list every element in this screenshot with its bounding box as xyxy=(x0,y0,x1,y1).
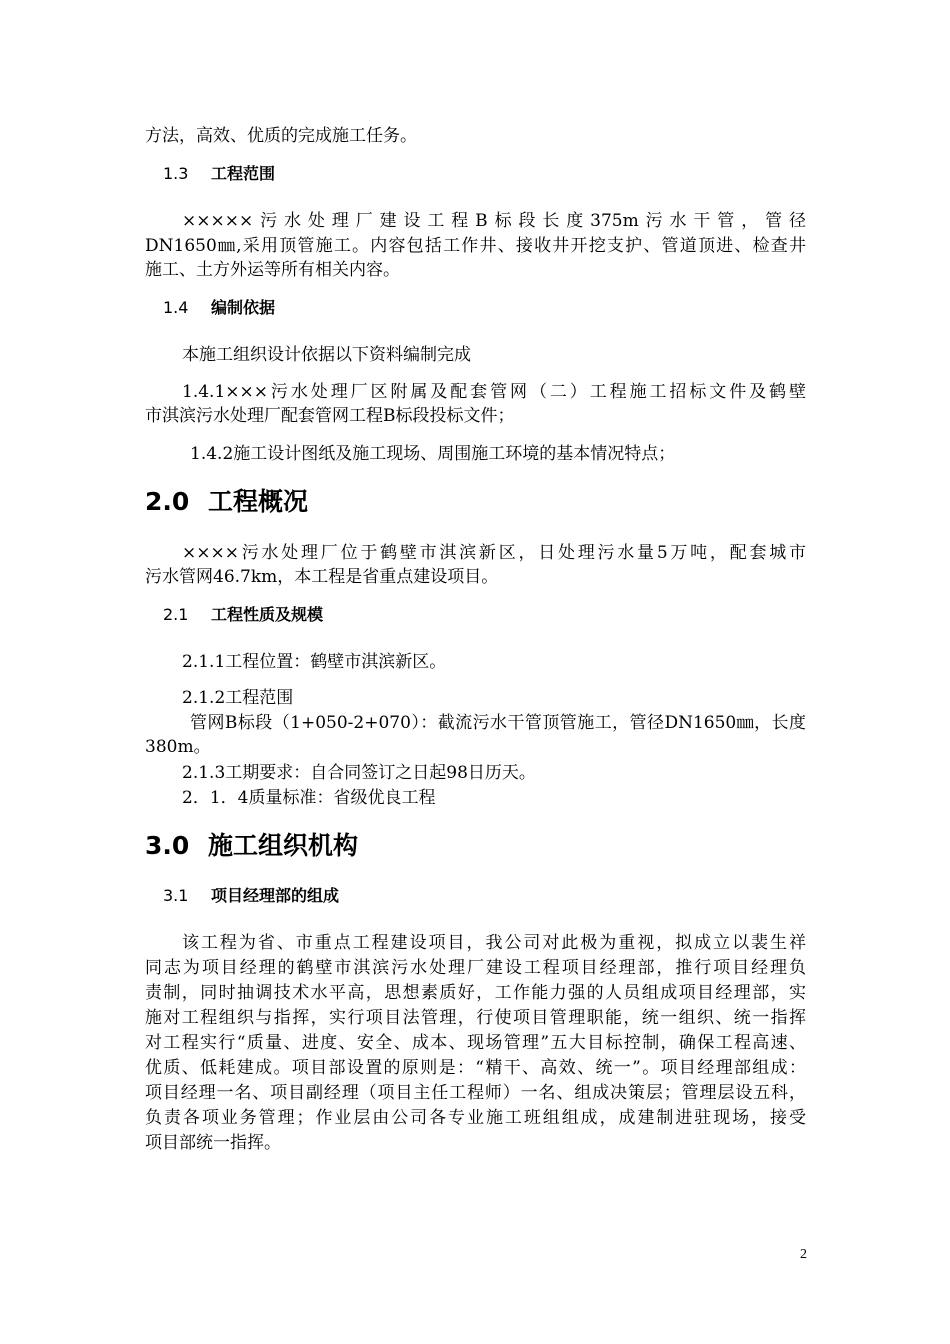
section-title: 工程范围 xyxy=(211,164,276,183)
paragraph-line: 施对工程组织与指挥，实行项目法管理，行使项目管理职能，统一组织、统一指挥 xyxy=(145,1008,806,1028)
paragraph-line: 污水管网46.7km，本工程是省重点建设项目。 xyxy=(145,567,499,587)
section-number: 3.1 xyxy=(163,886,189,905)
chapter-number: 2.0 xyxy=(145,487,190,516)
paragraph-line: 1.4.2施工设计图纸及施工现场、周围施工环境的基本情况特点； xyxy=(190,444,676,464)
paragraph-line: 本施工组织设计依据以下资料编制完成 xyxy=(182,345,471,365)
page-number: 2 xyxy=(800,1247,807,1262)
section-number: 2.1 xyxy=(163,605,189,624)
paragraph-line: 管网B标段（1+050-2+070）：截流污水干管顶管施工，管径DN1650㎜，长度 xyxy=(190,713,806,733)
paragraph-line: 380m。 xyxy=(145,737,211,757)
chapter-heading-3 xyxy=(145,830,358,862)
paragraph-line: 项目部统一指挥。 xyxy=(145,1133,281,1153)
paragraph-line: 同志为项目经理的鹤壁市淇滨污水处理厂建设工程项目经理部，推行项目经理负 xyxy=(145,958,806,978)
paragraph-line: ×××××污水处理厂建设工程B标段长度375m污水干管，管径 xyxy=(182,211,806,231)
paragraph-line: 市淇滨污水处理厂配套管网工程B标段投标文件； xyxy=(145,406,515,426)
section-heading-1-4 xyxy=(163,296,275,320)
paragraph-line: DN1650㎜,采用顶管施工。内容包括工作井、接收井开挖支护、管道顶进、检查井 xyxy=(145,236,806,256)
paragraph-line: 1.4.1×××污水处理厂区附属及配套管网（二）工程施工招标文件及鹤壁 xyxy=(182,382,806,402)
paragraph-line: 2.1.2工程范围 xyxy=(182,688,294,708)
section-number: 1.3 xyxy=(163,164,189,183)
paragraph-line: 该工程为省、市重点工程建设项目，我公司对此极为重视，拟成立以裴生祥 xyxy=(182,933,806,953)
chapter-heading-2 xyxy=(145,486,308,518)
paragraph-line: 2．1．4质量标准：省级优良工程 xyxy=(182,788,436,808)
paragraph-line: 责制，同时抽调技术水平高，思想素质好，工作能力强的人员组成项目经理部，实 xyxy=(145,983,806,1003)
section-title: 编制依据 xyxy=(211,298,276,317)
chapter-title: 施工组织机构 xyxy=(208,831,359,860)
paragraph-line: 施工、土方外运等所有相关内容。 xyxy=(145,260,400,280)
section-heading-1-3 xyxy=(163,162,275,186)
paragraph-line: 项目经理一名、项目副经理（项目主任工程师）一名、组成决策层；管理层设五科， xyxy=(145,1083,806,1103)
paragraph-line: 对工程实行“质量、进度、安全、成本、现场管理”五大目标控制，确保工程高速、 xyxy=(145,1033,806,1053)
paragraph-line: 优质、低耗建成。项目部设置的原则是：“精干、高效、统一”。项目经理部组成： xyxy=(145,1058,806,1078)
section-title: 工程性质及规模 xyxy=(211,605,324,624)
chapter-number: 3.0 xyxy=(145,831,190,860)
paragraph-line: 2.1.1工程位置：鹤壁市淇滨新区。 xyxy=(182,652,447,672)
paragraph-line: 2.1.3工期要求：自合同签订之日起98日历天。 xyxy=(182,763,536,783)
section-heading-3-1 xyxy=(163,884,339,908)
section-number: 1.4 xyxy=(163,298,189,317)
paragraph-line: 方法，高效、优质的完成施工任务。 xyxy=(145,126,417,146)
paragraph-line: ××××污水处理厂位于鹤壁市淇滨新区，日处理污水量5万吨，配套城市 xyxy=(182,543,806,563)
chapter-title: 工程概况 xyxy=(208,487,309,516)
paragraph-line: 负责各项业务管理；作业层由公司各专业施工班组组成，成建制进驻现场，接受 xyxy=(145,1108,806,1128)
section-heading-2-1 xyxy=(163,603,323,627)
section-title: 项目经理部的组成 xyxy=(211,886,340,905)
